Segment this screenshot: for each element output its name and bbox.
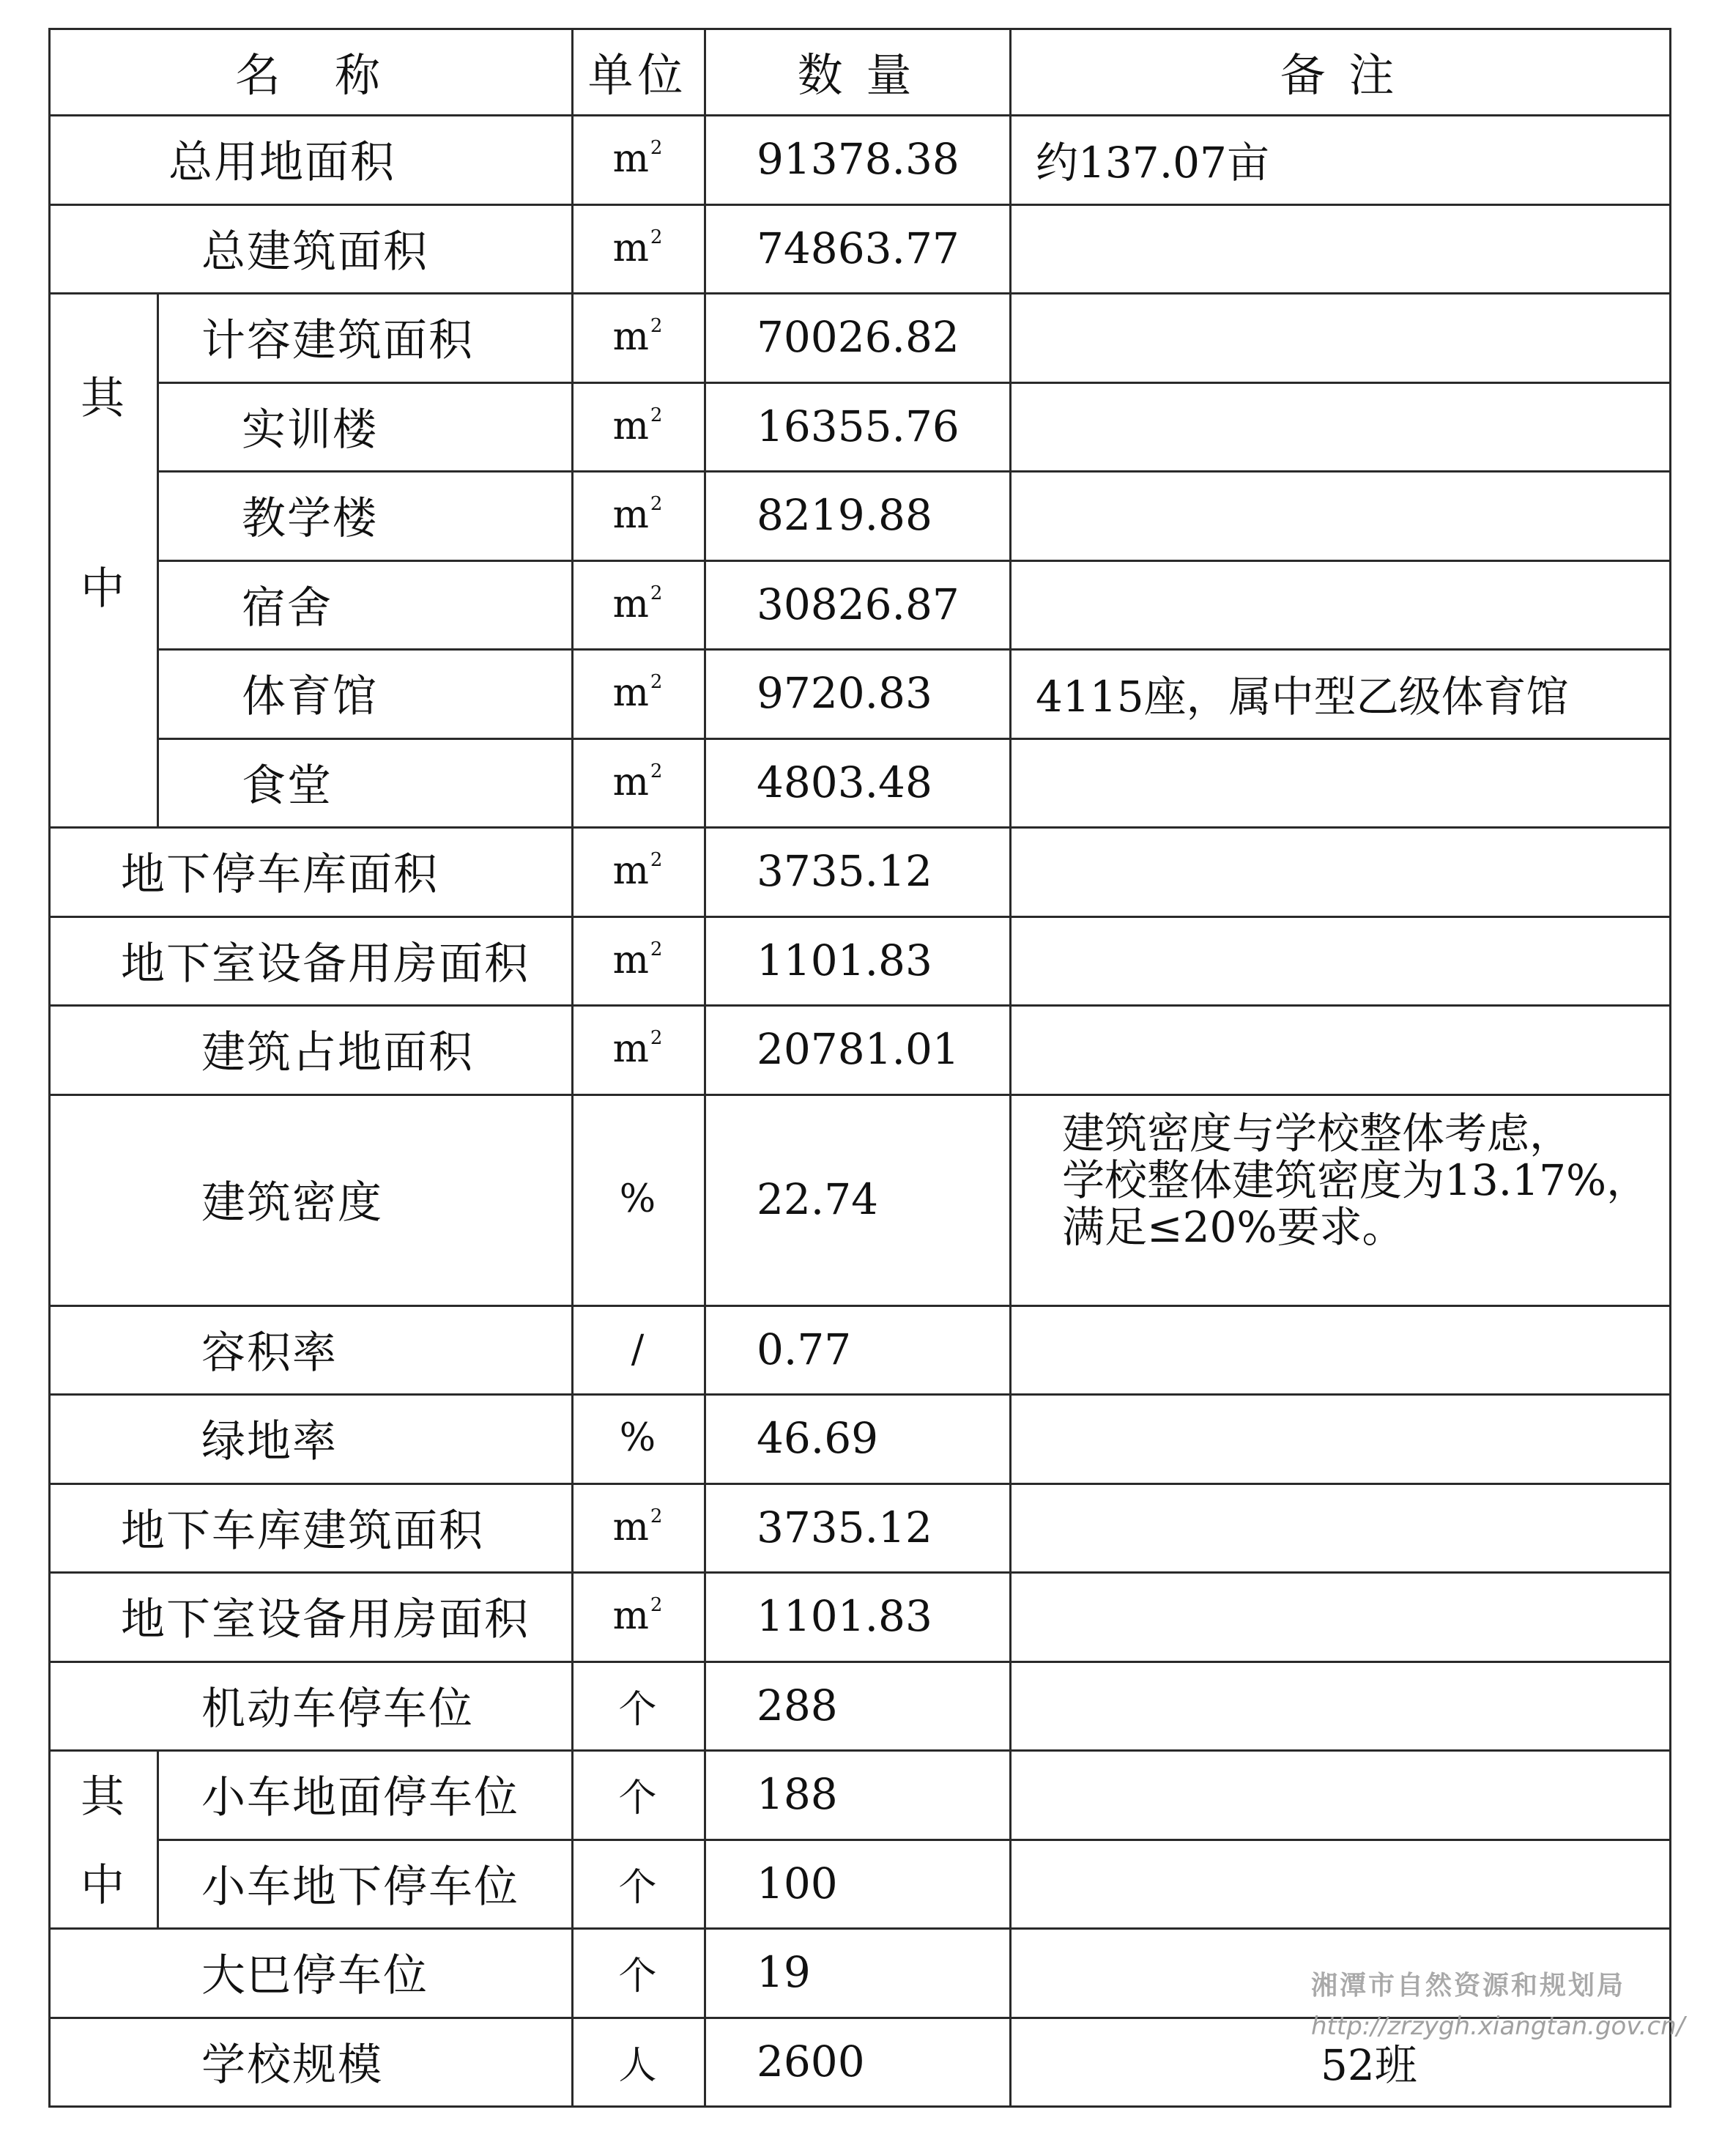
row-unit [571,1749,704,1839]
row-unit [571,1004,704,1094]
note-line: 学校整体建筑密度为13.17%， [1062,1155,1649,1205]
unit-symbol: m [612,1027,649,1071]
unit-text [613,1027,663,1071]
row-value: 1101.83 [757,936,932,985]
row-unit [571,1393,704,1483]
row-value: 2600 [757,2037,865,2086]
row-unit [571,1927,704,2017]
unit-symbol: 人 [618,2043,657,2088]
unit-symbol: m [612,404,649,448]
row-name: 总建筑面积 [201,226,428,278]
unit-symbol: % [619,1177,656,1221]
unit-symbol: m [612,137,649,181]
row-unit [571,1839,704,1928]
row-note: 约137.07亩 [1036,138,1269,188]
row-value: 1101.83 [757,1591,932,1641]
row-name: 小车地下停车位 [201,1862,519,1913]
unit-text [613,493,663,537]
unit-superscript: 2 [650,1026,663,1049]
row-value: 188 [757,1769,838,1819]
row-name: 计容建筑面积 [201,315,474,366]
row-unit [571,916,704,1005]
group-label-char: 其 [81,1771,125,1823]
row-unit [571,648,704,738]
unit-text [613,404,663,448]
unit-symbol: m [612,226,649,270]
unit-superscript: 2 [650,404,663,426]
row-name: 容积率 [201,1327,338,1379]
unit-text [613,315,663,359]
group-label-char: 其 [81,373,125,424]
row-value: 30826.87 [757,579,960,629]
unit-symbol: 个 [618,1954,657,1998]
unit-text [618,1856,656,1911]
row-value: 20781.01 [757,1024,960,1074]
row-value: 4803.48 [757,757,932,807]
unit-symbol: m [612,582,649,626]
unit-superscript: 2 [650,314,663,337]
unit-text [613,938,663,982]
unit-symbol: m [612,671,649,715]
row-name: 小车地面停车位 [201,1772,519,1823]
row-name: 教学楼 [242,493,378,544]
row-unit [571,1094,704,1305]
unit-superscript: 2 [650,1505,663,1527]
unit-symbol: 个 [618,1776,657,1820]
unit-text [613,760,663,804]
row-value: 74863.77 [757,223,960,273]
col-divider-value [704,28,706,2105]
unit-superscript: 2 [650,848,663,871]
row-unit [571,2017,704,2106]
row-name: 建筑密度 [201,1177,383,1229]
row-value: 288 [757,1681,838,1730]
unit-text [613,1505,663,1549]
row-value: 70026.82 [757,312,960,362]
row-unit [571,826,704,916]
unit-text [618,1767,656,1822]
unit-symbol: m [612,1594,649,1638]
unit-text [613,1594,663,1638]
unit-text [613,582,663,626]
row-name: 建筑占地面积 [201,1027,474,1078]
watermark-url: http://zrzygh.xiangtan.gov.cn/ [1311,2012,1685,2041]
row-value: 91378.38 [757,134,960,184]
unit-text [620,1416,656,1460]
row-unit [571,382,704,471]
row-value: 22.74 [757,1174,879,1224]
unit-symbol: / [631,1327,645,1371]
row-name: 总用地面积 [168,137,396,188]
unit-text [613,226,663,270]
group-label-char: 中 [81,1860,125,1911]
row-name: 绿地率 [201,1416,338,1467]
row-name: 地下室设备用房面积 [121,938,530,990]
row-name: 体育馆 [242,671,378,722]
row-unit [571,1661,704,1750]
table-border-right [1669,28,1671,2108]
row-name: 食堂 [242,760,333,812]
unit-symbol: % [619,1416,656,1460]
note-line: 建筑密度与学校整体考虑， [1062,1108,1573,1158]
row-value: 0.77 [757,1325,852,1374]
unit-superscript: 2 [650,760,663,782]
unit-superscript: 2 [650,1593,663,1616]
row-name: 宿舍 [242,582,333,634]
unit-text [613,137,663,181]
header-unit: 单位 [587,48,688,102]
unit-text [613,849,663,893]
row-unit [571,470,704,560]
row-note: 4115座，属中型乙级体育馆 [1036,672,1569,722]
note-line: 满足≤20%要求。 [1062,1202,1405,1252]
unit-text [620,1177,656,1221]
header-quantity: 数 量 [797,48,916,102]
row-value: 46.69 [757,1413,879,1463]
unit-text [631,1327,645,1371]
row-unit [571,1483,704,1572]
unit-superscript: 2 [650,582,663,604]
unit-superscript: 2 [650,136,663,159]
header-name: 名 称 [234,48,385,102]
row-value: 16355.76 [757,401,960,451]
unit-symbol: 个 [618,1687,657,1732]
row-value: 9720.83 [757,668,932,718]
row-unit [571,292,704,382]
unit-text [613,671,663,715]
header-note: 备 注 [1280,48,1399,102]
unit-superscript: 2 [650,492,663,515]
group2-divider [157,1749,159,1927]
col-divider-note [1009,28,1012,2105]
unit-text [618,2034,656,2089]
row-value: 3735.12 [757,846,932,896]
unit-text [618,1945,656,2000]
unit-text [618,1678,656,1733]
row-unit [571,560,704,649]
row-note [1062,1110,1663,1299]
unit-symbol: m [612,760,649,804]
row-name: 地下车库建筑面积 [121,1505,484,1557]
group-label-char: 中 [81,563,125,615]
row-unit [571,204,704,293]
row-unit [571,1571,704,1661]
unit-symbol: m [612,1505,649,1549]
row-name: 实训楼 [242,404,378,456]
row-name: 大巴停车位 [201,1950,428,2001]
watermark-org: 湘潭市自然资源和规划局 [1311,1971,1626,2001]
row-value: 8219.88 [757,490,932,540]
row-value: 100 [757,1859,838,1908]
row-name: 地下室设备用房面积 [121,1594,530,1645]
row-name: 地下停车库面积 [121,849,439,900]
group1-divider [157,292,159,826]
unit-symbol: m [612,315,649,359]
row-unit [571,114,704,204]
unit-superscript: 2 [650,226,663,248]
row-unit [571,738,704,827]
row-value: 3735.12 [757,1503,932,1552]
unit-symbol: m [612,849,649,893]
row-name: 机动车停车位 [201,1683,474,1735]
unit-symbol: m [612,938,649,982]
unit-symbol: m [612,493,649,537]
row-name: 学校规模 [201,2040,383,2091]
unit-symbol: 个 [618,1865,657,1910]
row-unit [571,1305,704,1394]
unit-superscript: 2 [650,938,663,960]
row-value: 19 [757,1947,811,1997]
unit-superscript: 2 [650,670,663,693]
row-note: 52班 [1321,2040,1417,2090]
